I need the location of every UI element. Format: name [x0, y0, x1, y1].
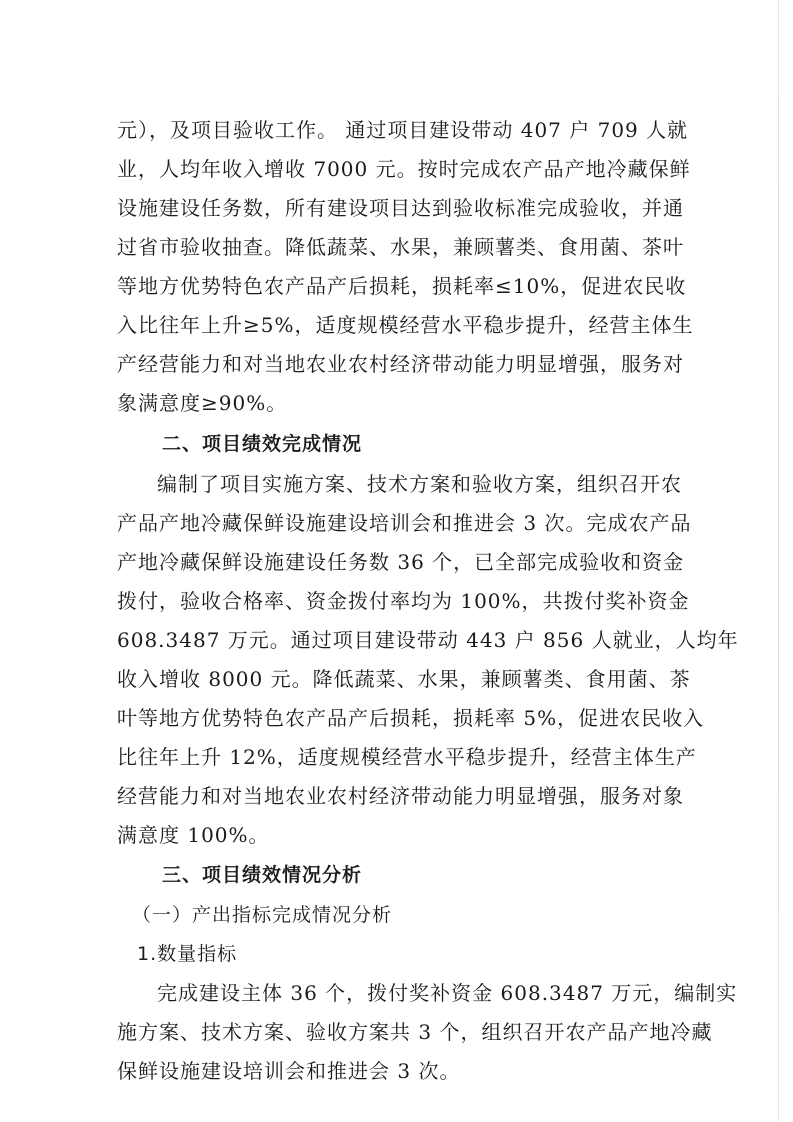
- section2-line-7: 叶等地方优势特色农产品产后损耗，损耗率 5%，促进农民收入: [117, 706, 705, 730]
- section2-line-2: 产品产地冷藏保鲜设施建设培训会和推进会 3 次。完成农产品: [117, 511, 692, 535]
- section3-line-1: 完成建设主体 36 个，拨付奖补资金 608.3487 万元，编制实: [157, 981, 738, 1005]
- intro-line-8: 象满意度≥90%。: [117, 391, 288, 415]
- section3-line-3: 保鲜设施建设培训会和推进会 3 次。: [117, 1059, 461, 1083]
- section2-line-8: 比往年上升 12%，适度规模经营水平稳步提升，经营主体生产: [117, 745, 697, 769]
- intro-line-3: 设施建设任务数，所有建设项目达到验收标准完成验收，并通: [117, 196, 684, 220]
- scan-edge-line: [778, 0, 779, 1122]
- intro-line-4: 过省市验收抽查。降低蔬菜、水果，兼顾薯类、食用菌、茶叶: [117, 235, 684, 259]
- intro-line-5: 等地方优势特色农产品产后损耗，损耗率≤10%，促进农民收: [117, 274, 687, 298]
- section3-heading: 三、项目绩效情况分析: [162, 864, 363, 886]
- section2-heading: 二、项目绩效完成情况: [162, 433, 363, 455]
- section2-line-5: 608.3487 万元。通过项目建设带动 443 户 856 人就业，人均年: [117, 628, 739, 652]
- section2-line-10: 满意度 100%。: [117, 823, 270, 847]
- intro-line-7: 产经营能力和对当地农业农村经济带动能力明显增强，服务对: [117, 352, 684, 376]
- section2-line-9: 经营能力和对当地农业农村经济带动能力明显增强，服务对象: [117, 784, 684, 808]
- intro-line-6: 入比往年上升≥5%，适度规模经营水平稳步提升，经营主体生: [117, 313, 694, 337]
- section2-line-6: 收入增收 8000 元。降低蔬菜、水果，兼顾薯类、食用菌、茶: [117, 667, 691, 691]
- section3-sub-sub-heading: 1.数量指标: [137, 943, 238, 965]
- section3-line-2: 施方案、技术方案、验收方案共 3 个，组织召开农产品产地冷藏: [117, 1020, 713, 1044]
- intro-line-2: 业，人均年收入增收 7000 元。按时完成农产品产地冷藏保鲜: [117, 157, 691, 181]
- section2-line-3: 产地冷藏保鲜设施建设任务数 36 个，已全部完成验收和资金: [117, 550, 685, 574]
- section2-line-4: 拨付，验收合格率、资金拨付率均为 100%，共拨付奖补资金: [117, 589, 690, 613]
- intro-line-1: 元），及项目验收工作。 通过项目建设带动 407 户 709 人就: [117, 118, 689, 142]
- section3-sub-heading: （一）产出指标完成情况分析: [132, 904, 393, 926]
- section2-line-1: 编制了项目实施方案、技术方案和验收方案，组织召开农: [157, 472, 682, 496]
